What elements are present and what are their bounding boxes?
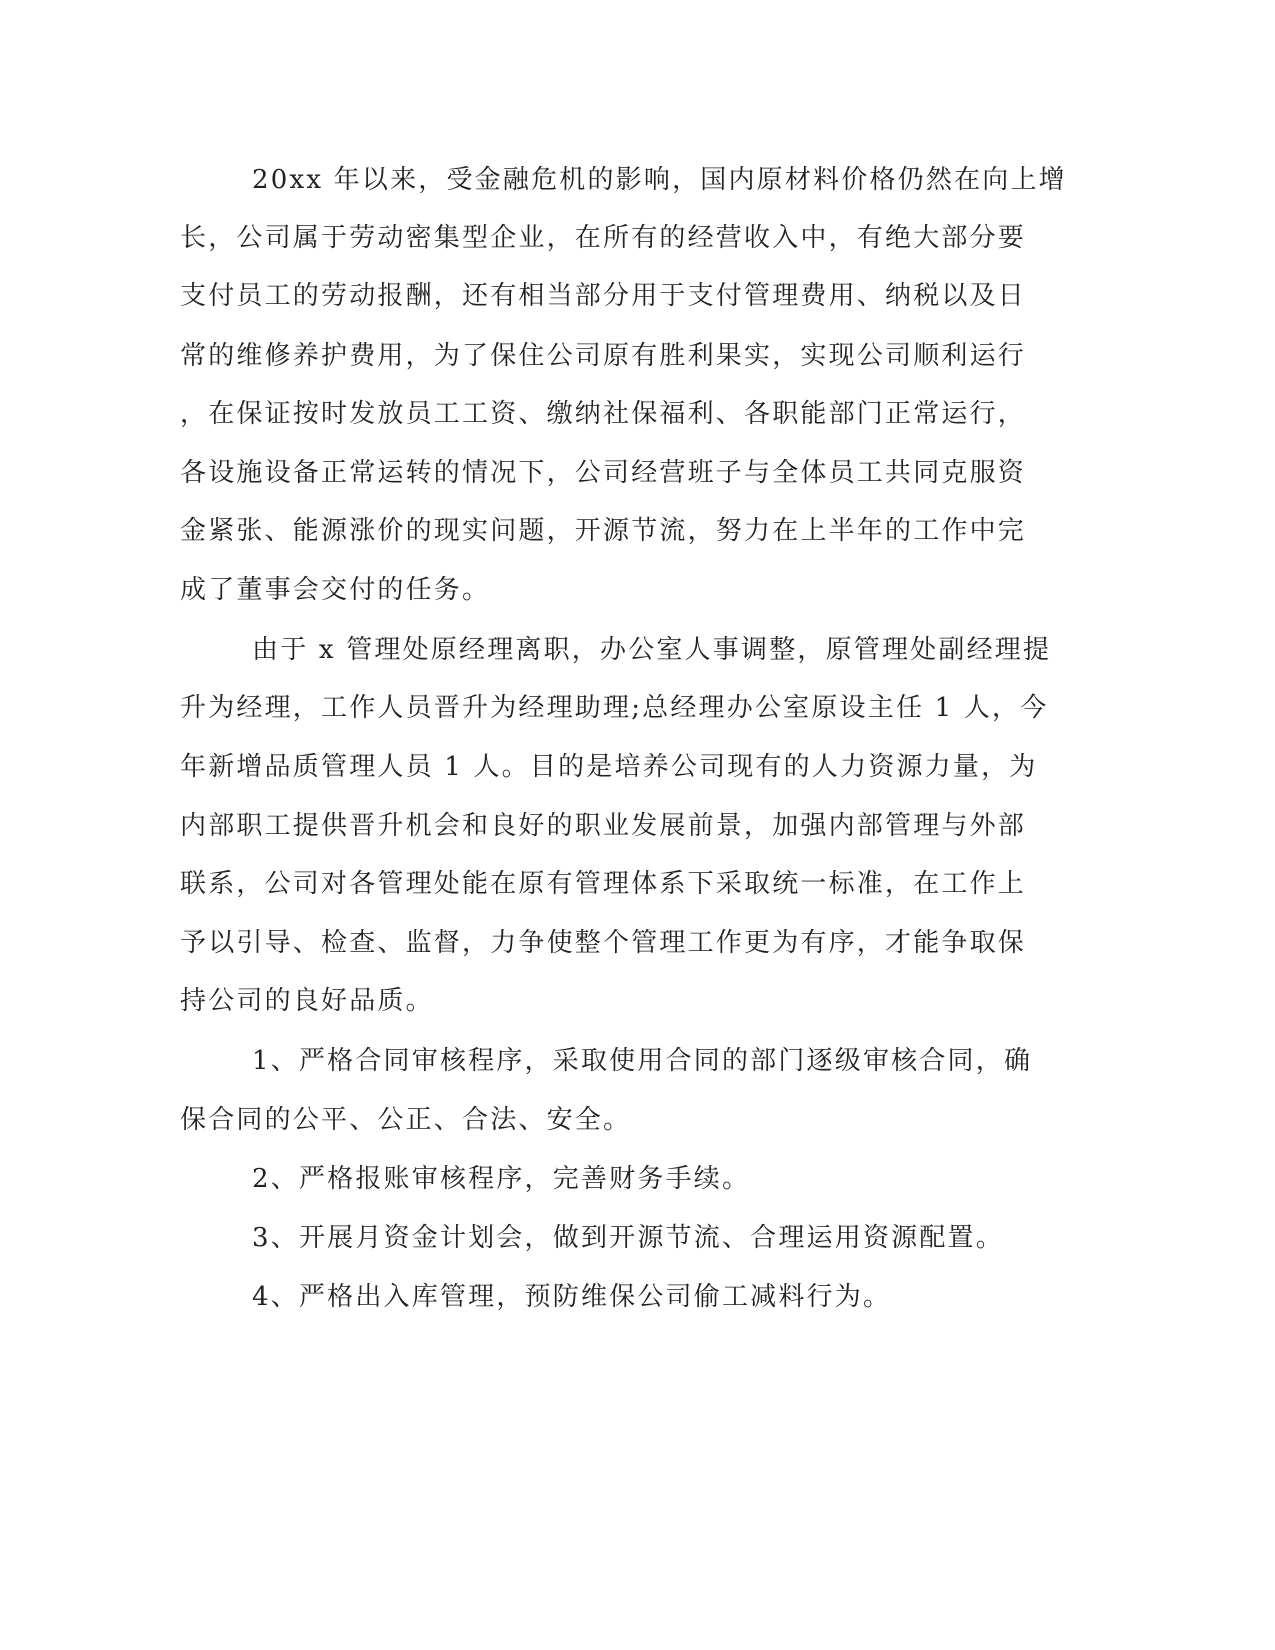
paragraph-2-line-2: 升为经理，工作人员晋升为经理助理;总经理办公室原设主任 1 人，今 (180, 693, 1049, 723)
paragraph-1-line-4: 常的维修养护费用，为了保住公司原有胜利果实，实现公司顺利运行 (180, 341, 1027, 371)
paragraph-1-line-7: 金紧张、能源涨价的现实问题，开源节流，努力在上半年的工作中完 (180, 516, 1027, 546)
paragraph-1-line-8: 成了董事会交付的任务。 (180, 575, 491, 605)
paragraph-1-line-1: 20xx 年以来，受金融危机的影响，国内原材料价格仍然在向上增 (252, 165, 1067, 195)
paragraph-2-line-4: 内部职工提供晋升机会和良好的职业发展前景，加强内部管理与外部 (180, 811, 1027, 841)
list-item-1-line-2: 保合同的公平、公正、合法、安全。 (180, 1105, 632, 1135)
paragraph-1-line-6: 各设施设备正常运转的情况下，公司经营班子与全体员工共同克服资 (180, 458, 1027, 488)
paragraph-2-line-1: 由于 x 管理处原经理离职，办公室人事调整，原管理处副经理提 (252, 635, 1052, 665)
paragraph-2-line-6: 予以引导、检查、监督，力争使整个管理工作更为有序，才能争取保 (180, 928, 1027, 958)
paragraph-1-line-5: ，在保证按时发放员工工资、缴纳社保福利、各职能部门正常运行， (180, 399, 1027, 429)
paragraph-1-line-2: 长，公司属于劳动密集型企业，在所有的经营收入中，有绝大部分要 (180, 223, 1027, 253)
list-item-1-line-1: 1、严格合同审核程序，采取使用合同的部门逐级审核合同，确 (252, 1046, 1033, 1076)
paragraph-2-line-7: 持公司的良好品质。 (180, 986, 434, 1016)
list-item-3: 3、开展月资金计划会，做到开源节流、合理运用资源配置。 (252, 1223, 1004, 1253)
paragraph-1-line-3: 支付员工的劳动报酬，还有相当部分用于支付管理费用、纳税以及日 (180, 281, 1027, 311)
paragraph-2-line-5: 联系，公司对各管理处能在原有管理体系下采取统一标准，在工作上 (180, 869, 1027, 899)
paragraph-2-line-3: 年新增品质管理人员 1 人。目的是培养公司现有的人力资源力量，为 (180, 752, 1038, 782)
list-item-4: 4、严格出入库管理，预防维保公司偷工减料行为。 (252, 1282, 892, 1312)
list-item-2: 2、严格报账审核程序，完善财务手续。 (252, 1164, 751, 1194)
